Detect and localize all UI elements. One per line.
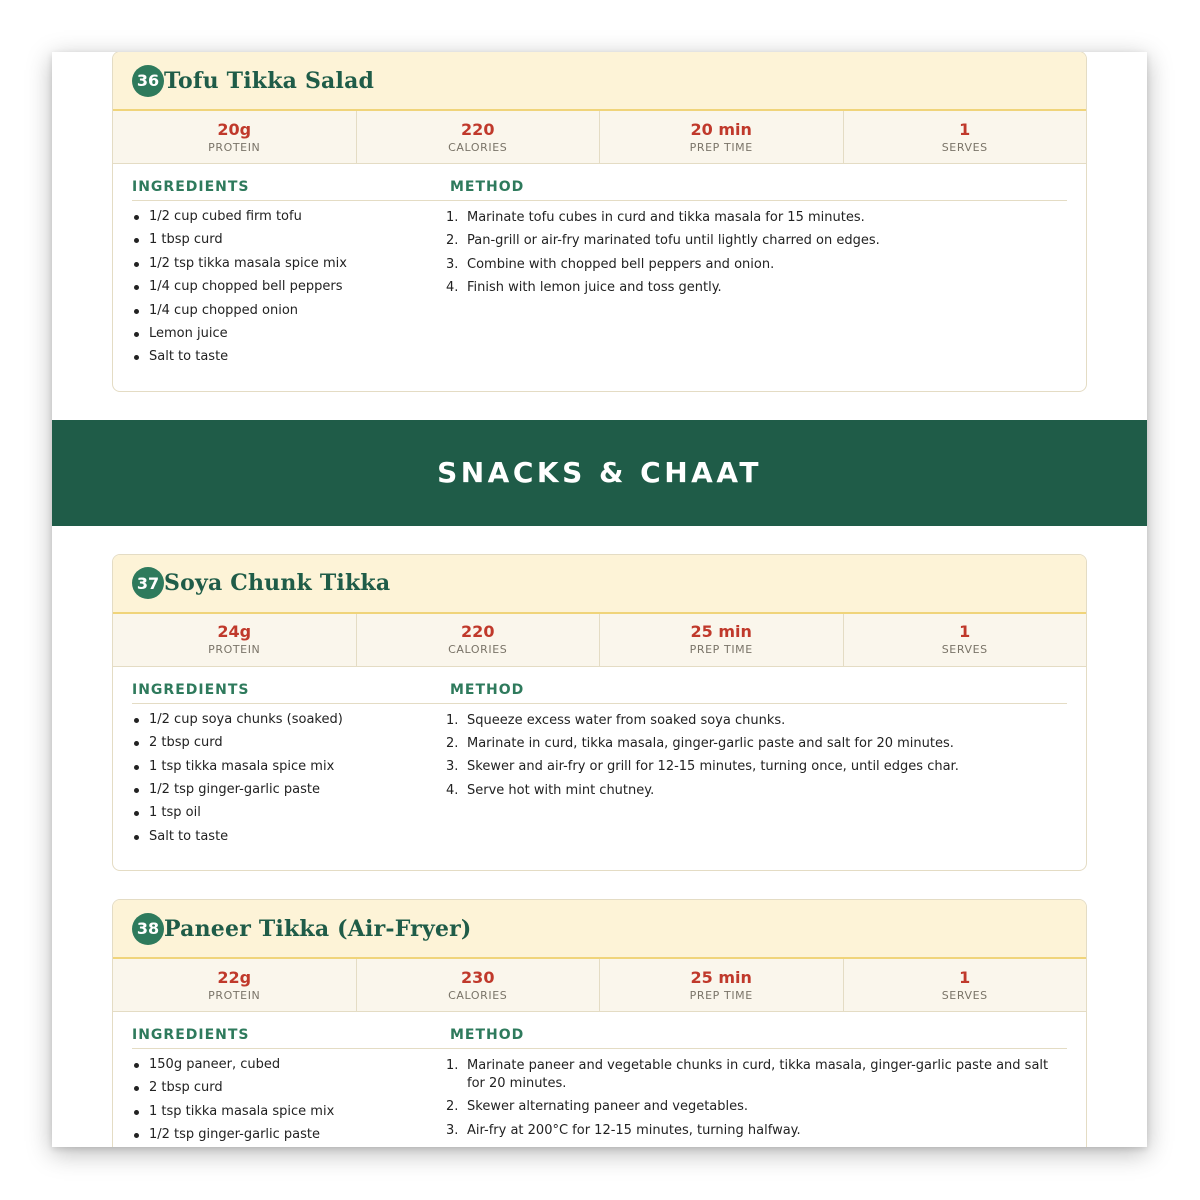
method-column <box>446 681 1067 852</box>
stat-value: 230 <box>461 967 495 987</box>
recipe-card <box>112 52 1087 392</box>
method-step: 3. Skewer and air-fry or grill for 12-15 minutes, turning once, until edges char. <box>446 759 959 775</box>
stat-protein <box>113 111 357 163</box>
method-column <box>446 1027 1067 1147</box>
recipe-header <box>113 52 1086 111</box>
method-step: 1. Marinate paneer and vegetable chunks in curd, tikka masala, ginger-garlic paste and salt for 20 minutes. <box>446 1058 1049 1092</box>
recipe-stats <box>113 614 1086 667</box>
method-step: 1. Marinate tofu cubes in curd and tikka masala for 15 minutes. <box>446 210 865 225</box>
ingredient-item: Salt to taste <box>132 349 450 365</box>
stat-calories <box>357 614 601 666</box>
stat-value: 1 <box>959 967 971 987</box>
ingredient-item: 1/4 cup chopped bell peppers <box>132 279 450 295</box>
ingredients-column <box>132 179 450 373</box>
stat-protein <box>113 614 357 666</box>
method-heading: METHOD <box>450 1027 1067 1049</box>
ingredient-item: 2 tbsp curd <box>132 1080 450 1096</box>
ingredient-item: 1 tsp oil <box>132 805 450 821</box>
method-step-text: Skewer and air-fry or grill for 12-15 minutes, turning once, until edges char. <box>467 759 959 775</box>
stat-value: 220 <box>461 622 495 642</box>
stat-protein <box>113 959 357 1011</box>
ingredients-column <box>132 682 450 852</box>
stat-label: PREP TIME <box>689 140 753 154</box>
ingredients-list <box>132 209 450 365</box>
ingredient-item: 1/2 tsp ginger-garlic paste <box>132 1127 450 1143</box>
cookbook-page <box>52 52 1147 1147</box>
stat-value: 220 <box>461 119 495 139</box>
method-heading: METHOD <box>450 179 1067 201</box>
ingredient-item: 1 tbsp curd <box>132 232 450 248</box>
recipe-stats <box>113 111 1086 164</box>
method-list <box>446 712 1067 800</box>
stat-label: SERVES <box>941 643 988 657</box>
stat-label: CALORIES <box>448 643 508 657</box>
method-step: 4. Serve hot with mint chutney. <box>446 782 655 798</box>
ingredient-item: Salt to taste <box>132 829 450 845</box>
method-step-text: Squeeze excess water from soaked soya chunks. <box>467 712 786 728</box>
stat-label: CALORIES <box>448 988 508 1002</box>
stat-label: CALORIES <box>448 140 508 154</box>
recipe-number-badge: 37 <box>132 567 164 599</box>
stat-calories <box>357 959 601 1011</box>
ingredients-heading: INGREDIENTS <box>132 682 450 704</box>
method-step-text: Marinate tofu cubes in curd and tikka masala for 15 minutes. <box>467 210 865 225</box>
ingredient-item: 1 tsp tikka masala spice mix <box>132 1104 450 1120</box>
method-step: 4. Finish with lemon juice and toss gently. <box>446 279 722 295</box>
method-step: 3. Air-fry at 200°C for 12-15 minutes, turning halfway. <box>446 1122 801 1138</box>
stat-prep-time <box>600 614 844 666</box>
ingredient-item: 1/2 cup cubed firm tofu <box>132 209 450 225</box>
stat-label: PREP TIME <box>689 988 753 1002</box>
recipe-stats <box>113 959 1086 1012</box>
recipe-title: Tofu Tikka Salad <box>164 67 375 94</box>
method-list <box>446 1057 1067 1140</box>
ingredient-item: 1/2 cup soya chunks (soaked) <box>132 712 450 728</box>
ingredients-list <box>132 1057 450 1143</box>
recipe-number-badge: 38 <box>132 913 164 945</box>
method-step-text: Air-fry at 200°C for 12-15 minutes, turning halfway. <box>467 1122 801 1138</box>
method-step-text: Pan-grill or air-fry marinated tofu until lightly charred on edges. <box>467 233 880 249</box>
ingredient-item: 1/2 tsp tikka masala spice mix <box>132 256 450 272</box>
method-step: 1. Squeeze excess water from soaked soya chunks. <box>446 712 786 728</box>
ingredients-list <box>132 712 450 845</box>
recipe-card <box>112 554 1087 871</box>
stat-value: 25 min <box>690 967 752 987</box>
page-content <box>52 52 1147 1147</box>
stat-prep-time <box>600 111 844 163</box>
ingredients-column <box>132 1027 450 1147</box>
recipe-card <box>112 899 1087 1147</box>
ingredient-item: 150g paneer, cubed <box>132 1057 450 1073</box>
method-step-text: Combine with chopped bell peppers and onion. <box>467 256 775 272</box>
recipe-body <box>113 1012 1086 1147</box>
recipe-header <box>113 900 1086 959</box>
method-step-text: Marinate in curd, tikka masala, ginger-garlic paste and salt for 20 minutes. <box>467 736 954 752</box>
recipe-header <box>113 555 1086 614</box>
section-banner: SNACKS & CHAAT <box>52 420 1147 526</box>
recipe-title: Paneer Tikka (Air-Fryer) <box>164 915 472 942</box>
stat-serves <box>844 111 1087 163</box>
ingredients-heading: INGREDIENTS <box>132 1027 450 1049</box>
method-step-text: Finish with lemon juice and toss gently. <box>467 279 722 295</box>
ingredient-item: 1/4 cup chopped onion <box>132 303 450 319</box>
ingredient-item: 1 tsp tikka masala spice mix <box>132 759 450 775</box>
method-step: 2. Pan-grill or air-fry marinated tofu until lightly charred on edges. <box>446 233 880 249</box>
stat-value: 20 min <box>690 119 752 139</box>
method-heading: METHOD <box>450 682 1067 704</box>
stat-label: SERVES <box>941 988 988 1002</box>
ingredients-heading: INGREDIENTS <box>132 179 450 201</box>
method-step: 2. Marinate in curd, tikka masala, ginger-garlic paste and salt for 20 minutes. <box>446 736 954 752</box>
stat-value: 20g <box>217 119 252 139</box>
stat-prep-time <box>600 959 844 1011</box>
ingredient-item: 1/2 tsp ginger-garlic paste <box>132 782 450 798</box>
method-step-text: Skewer alternating paneer and vegetables. <box>467 1099 749 1115</box>
recipe-body <box>113 667 1086 870</box>
stat-label: PREP TIME <box>689 643 753 657</box>
stat-label: PROTEIN <box>208 643 261 657</box>
stat-value: 25 min <box>690 622 752 642</box>
stat-value: 1 <box>959 622 971 642</box>
method-column <box>446 179 1067 373</box>
stat-label: SERVES <box>941 140 988 154</box>
recipe-title: Soya Chunk Tikka <box>164 570 391 597</box>
method-step: 2. Skewer alternating paneer and vegetables. <box>446 1099 749 1115</box>
recipe-body <box>113 164 1086 391</box>
method-list <box>446 209 1067 297</box>
stat-serves <box>844 614 1087 666</box>
ingredient-item: 2 tbsp curd <box>132 735 450 751</box>
method-step-text: Marinate paneer and vegetable chunks in curd, tikka masala, ginger-garlic paste and salt for 20 minutes. <box>467 1058 1049 1092</box>
stat-value: 24g <box>217 622 252 642</box>
stat-label: PROTEIN <box>208 988 261 1002</box>
stat-label: PROTEIN <box>208 140 261 154</box>
recipe-number-badge: 36 <box>132 65 164 97</box>
method-step: 3. Combine with chopped bell peppers and onion. <box>446 256 775 272</box>
method-step-text: Serve hot with mint chutney. <box>467 782 655 798</box>
ingredient-item: Lemon juice <box>132 326 450 342</box>
stat-value: 22g <box>217 967 252 987</box>
stat-calories <box>357 111 601 163</box>
stat-serves <box>844 959 1087 1011</box>
stat-value: 1 <box>959 119 971 139</box>
